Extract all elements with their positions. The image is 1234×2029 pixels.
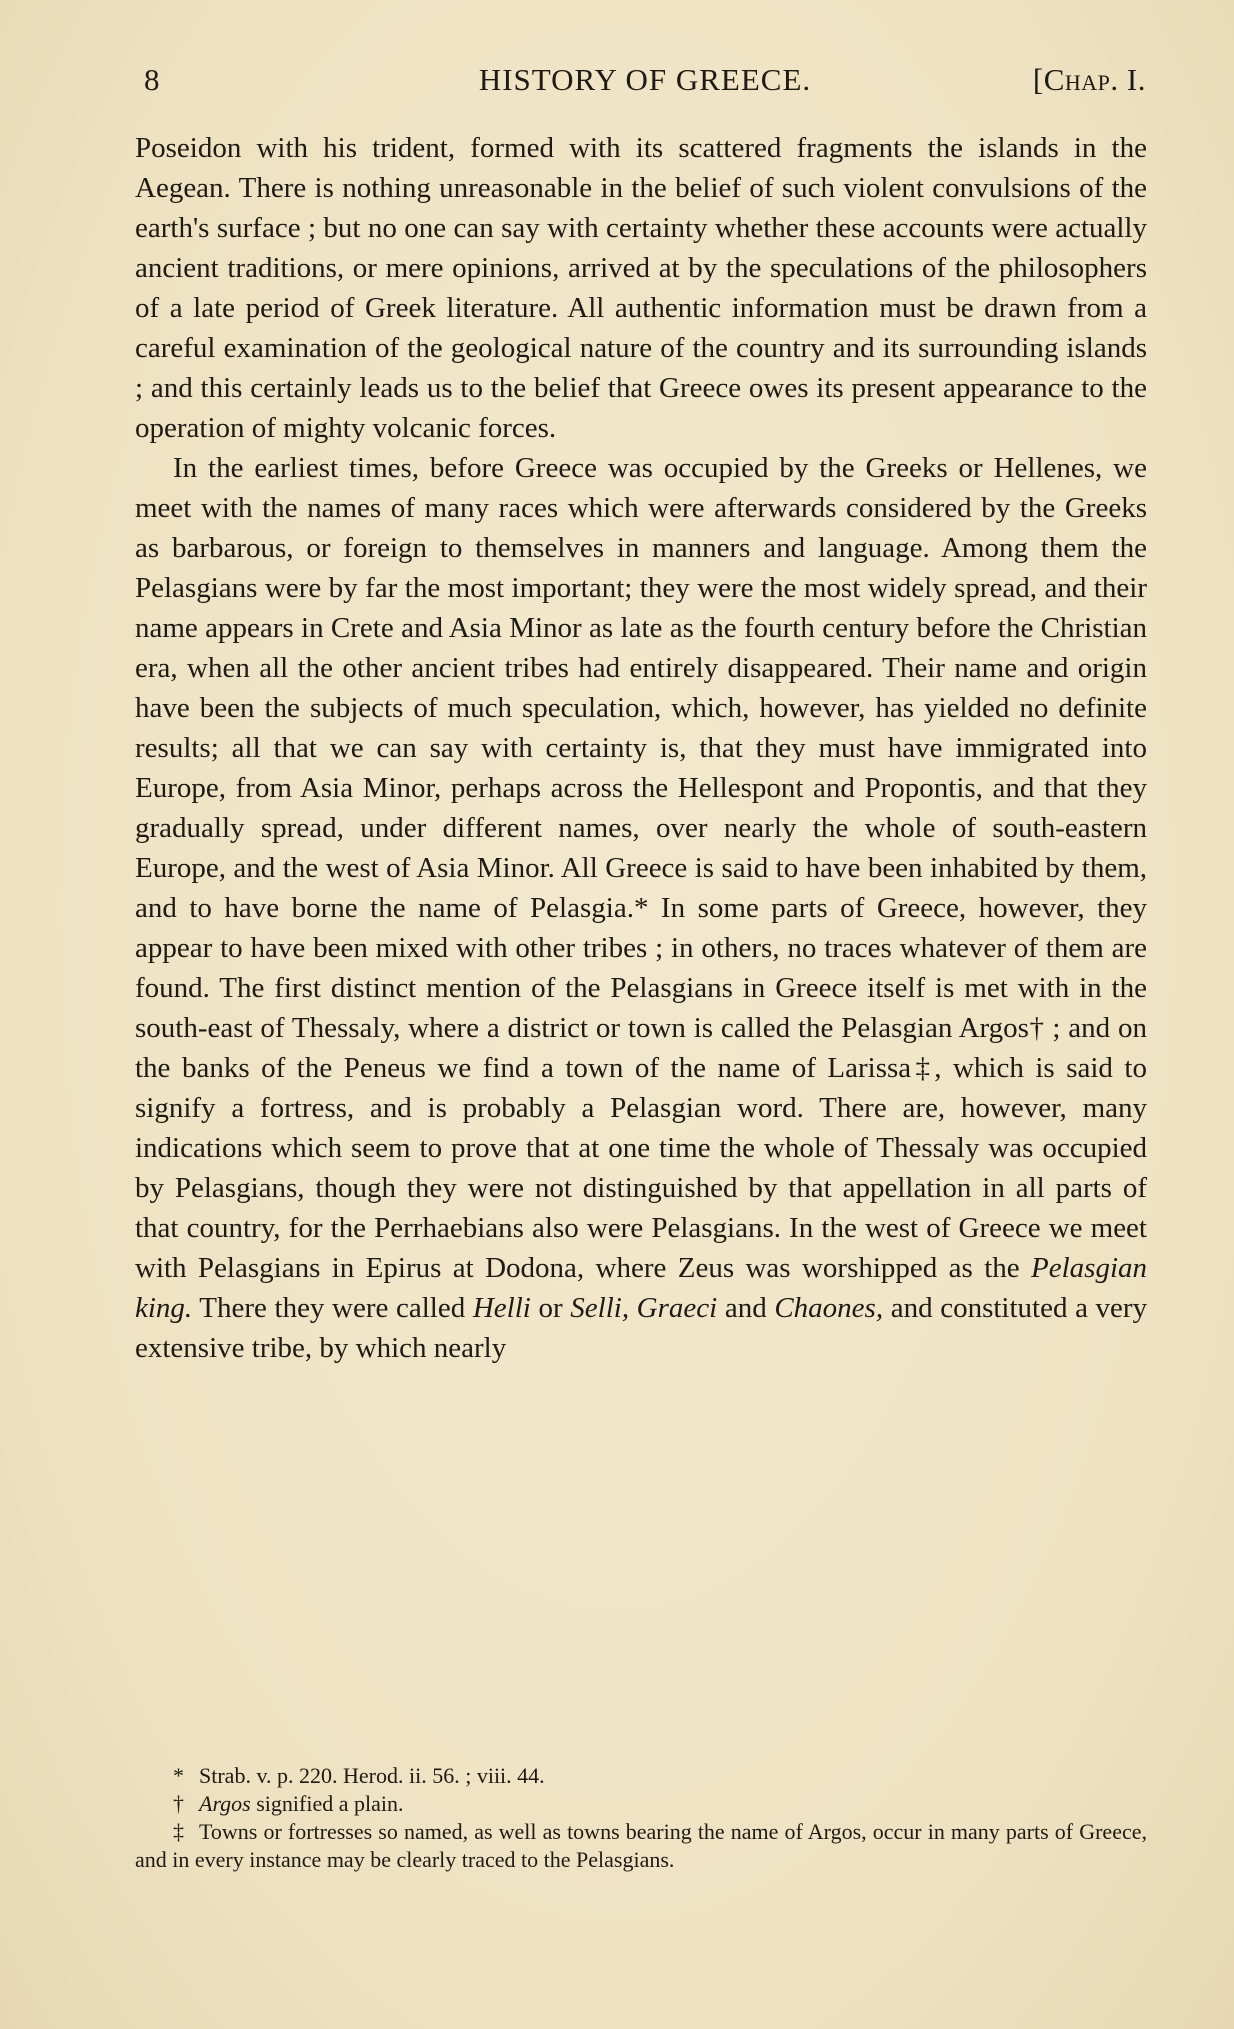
footnote-1 (135, 1762, 1147, 1790)
running-title: HISTORY OF GREECE. (478, 62, 812, 97)
footnote-1-mark: * (173, 1763, 184, 1788)
paragraph-2-text-c: or (538, 1292, 563, 1324)
footnotes (135, 1762, 1147, 1874)
footnote-2-text: signified a plain. (256, 1791, 404, 1816)
chapter-label: [Chap. I. (1032, 62, 1146, 97)
page-number: 8 (144, 62, 160, 97)
running-header (144, 56, 1146, 102)
paragraph-2-text-a: In the earliest times, before Greece was occupied by the Greeks or Hellenes, we meet with the names of many races which were afterwards considered by the Greeks as barbarous, or foreign to themselves in manners and language. Among them the Pelasgians were by far the most important; they were the most widely spread, and their name appears in Crete and Asia Minor as late as the fourth century before the Christian era, when all the other ancient tribes had entirely disappeared. Their name and origin have been the subjects of much speculation, which, however, has yielded no definite results; all that we can say with certainty is, that they must have immigrated into Europe, from Asia Minor, perhaps across the Hellespont and Propontis, and that they gradually spread, under different names, over nearly the whole of south-eastern Europe, and the west of Asia Minor. All Greece is said to have been inhabited by them, and to have borne the name of Pelasgia.* In some parts of Greece, however, they appear to have been mixed with other tribes ; in others, no traces whatever of them are found. The first distinct mention of the Pelasgians in Greece itself is met with in the south-east of Thessaly, where a district or town is called the Pelasgian Argos† ; and on the banks of the Peneus we find a town of the name of Larissa‡, which is said to signify a fortress, and is probably a Pelasgian word. There are, however, many indications which seem to prove that at one time the whole of Thessaly was occupied by Pelasgians, though they were not distinguished by that appellation in all parts of that country, for the Perrhaebians also were Pelasgians. In the west of Greece we meet with Pelasgians in Epirus at Dodona, where Zeus was worshipped as the (135, 452, 1147, 1284)
paragraph-1: Poseidon with his trident, formed with its scattered fragments the islands in the Aegean. There is nothing unreasonable in the belief of such violent convulsions of the earth's surface ; but no one can say with certainty whether these accounts were actually ancient traditions, or mere opinions, arrived at by the speculations of the philosophers of a late period of Greek literature. All authentic information must be drawn from a careful examination of the geological nature of the country and its surrounding islands ; and this certainly leads us to the belief that Greece owes its present appearance to the operation of mighty volcanic forces. (135, 132, 1147, 444)
footnote-2 (135, 1790, 1147, 1818)
main-text (135, 128, 1147, 1368)
footnote-3-text: Towns or fortresses so named, as well as towns bearing the name of Argos, occur in many parts of Greece, and in every instance may be clearly traced to the Pelasgians. (135, 1819, 1147, 1872)
footnote-3-mark: ‡ (173, 1819, 184, 1844)
paragraph-2 (135, 448, 1147, 1368)
italic-helli: Helli (472, 1292, 531, 1324)
italic-pelasgian-king: Pelasgian king. (135, 1252, 1148, 1324)
footnote-2-italic: Argos (199, 1791, 251, 1816)
italic-selli-graeci: Selli, Graeci (570, 1292, 718, 1324)
footnote-3 (135, 1818, 1147, 1874)
footnote-2-mark: † (173, 1791, 184, 1816)
italic-chaones: Chaones, (774, 1292, 884, 1324)
footnote-1-text: Strab. v. p. 220. Herod. ii. 56. ; viii. 44. (199, 1763, 545, 1788)
paragraph-2-text-d: and (724, 1292, 767, 1324)
paragraph-2-text-b: There they were called (199, 1292, 466, 1324)
paragraph-2-text-e: and constituted a very extensive tribe, by which nearly (135, 1292, 1148, 1364)
